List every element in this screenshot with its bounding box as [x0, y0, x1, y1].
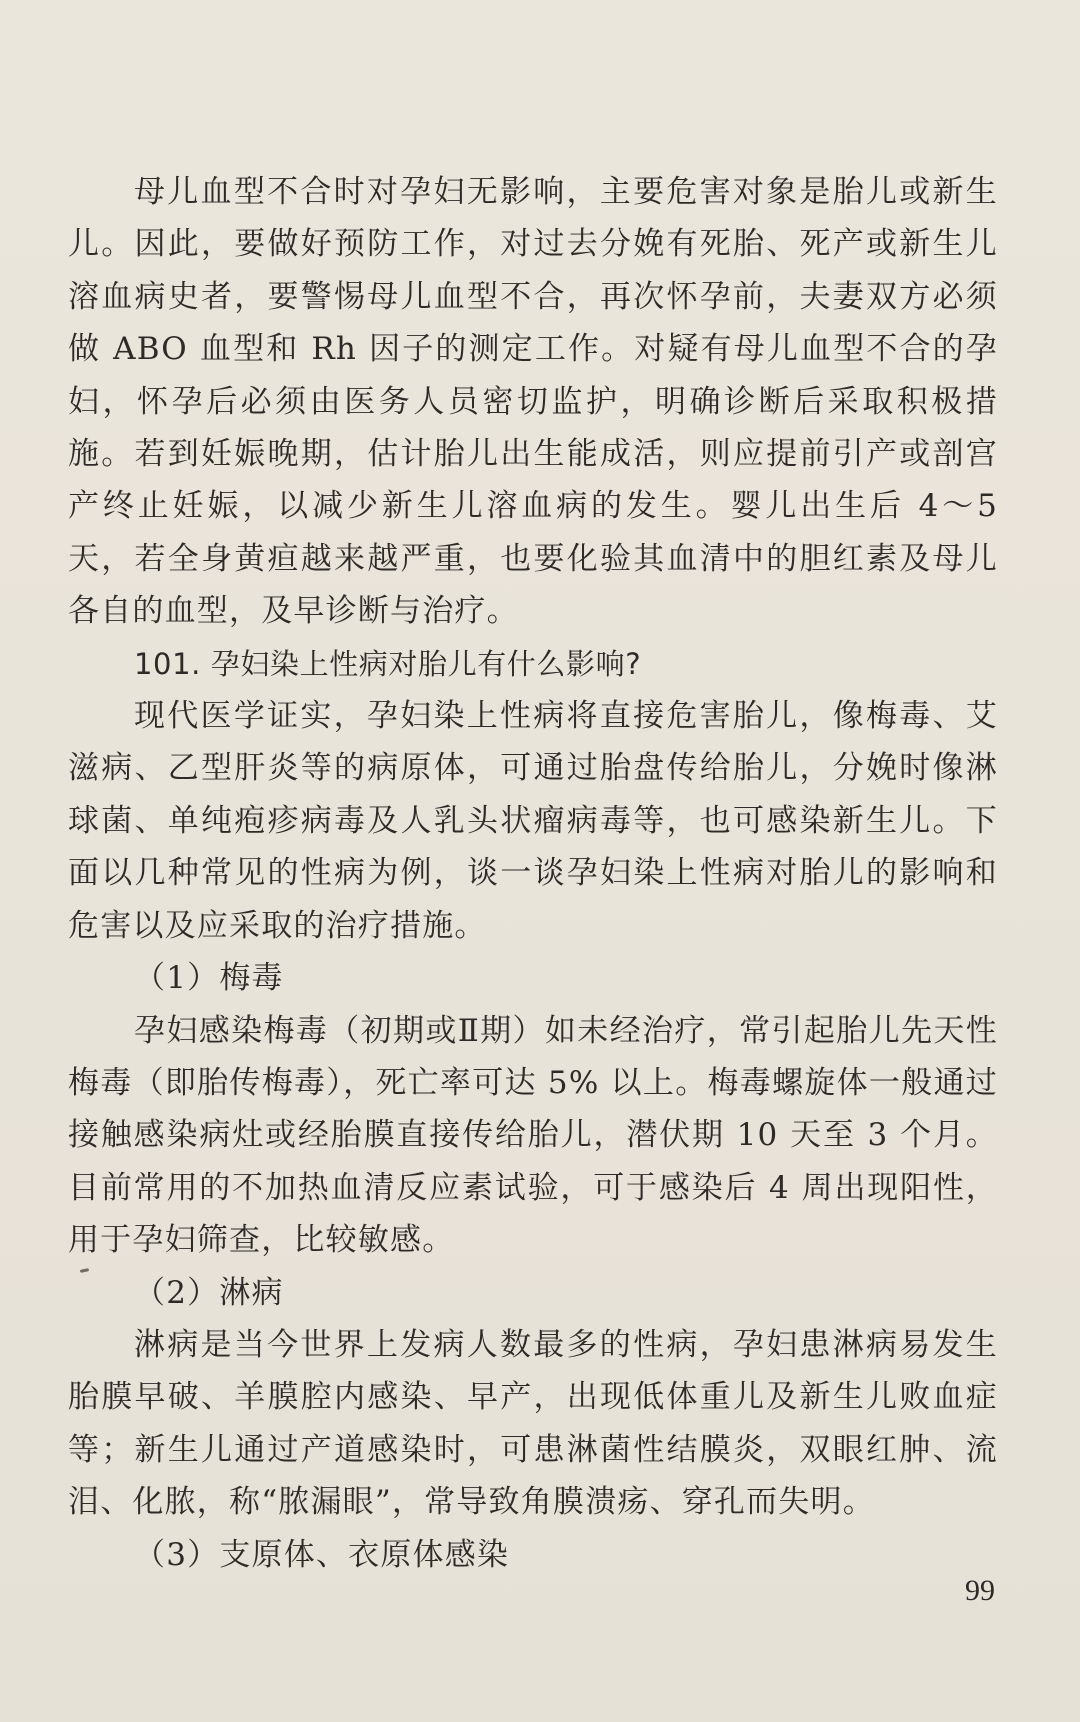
- page-body: [68, 166, 998, 1581]
- subheading-syphilis: （1）梅毒: [134, 960, 284, 997]
- subheading-gonorrhea: （2）淋病: [134, 1274, 284, 1311]
- subheading-mycoplasma: （3）支原体、衣原体感染: [134, 1536, 510, 1573]
- section-heading-101: 101. 孕妇染上性病对胎儿有什么影响?: [134, 646, 642, 681]
- paragraph-syphilis: 孕妇感染梅毒（初期或Ⅱ期）如未经治疗，常引起胎儿先天性梅毒（即胎传梅毒），死亡率可达 5% 以上。梅毒螺旋体一般通过接触感染病灶或经胎膜直接传给胎儿，潜伏期 10 天至 3 个月。目前常用的不加热血清反应素试验，可于感染后 4 周出现阳性，用于孕妇筛查，比较敏感。: [68, 1012, 998, 1259]
- page-number: 99: [965, 1574, 995, 1607]
- paragraph-blood-type: 母儿血型不合时对孕妇无影响，主要危害对象是胎儿或新生儿。因此，要做好预防工作，对过去分娩有死胎、死产或新生儿溶血病史者，要警惕母儿血型不合，再次怀孕前，夫妻双方必须做 ABO 血型和 Rh 因子的测定工作。对疑有母儿血型不合的孕妇，怀孕后必须由医务人员密切监护，明确诊断后采取积极措施。若到妊娠晚期，估计胎儿出生能成活，则应提前引产或剖宫产终止妊娠，以减少新生儿溶血病的发生。婴儿出生后 4～5 天，若全身黄疸越来越严重，也要化验其血清中的胆红素及母儿各自的血型，及早诊断与治疗。: [68, 174, 998, 630]
- paragraph-gonorrhea: 淋病是当今世界上发病人数最多的性病，孕妇患淋病易发生胎膜早破、羊膜腔内感染、早产，出现低体重儿及新生儿败血症等；新生儿通过产道感染时，可患淋菌性结膜炎，双眼红肿、流泪、化脓，称“脓漏眼”，常导致角膜溃疡、穿孔而失明。: [68, 1326, 998, 1521]
- paragraph-std-intro: 现代医学证实，孕妇染上性病将直接危害胎儿，像梅毒、艾滋病、乙型肝炎等的病原体，可通过胎盘传给胎儿，分娩时像淋球菌、单纯疱疹病毒及人乳头状瘤病毒等，也可感染新生儿。下面以几种常见的性病为例，谈一谈孕妇染上性病对胎儿的影响和危害以及应采取的治疗措施。: [68, 698, 998, 944]
